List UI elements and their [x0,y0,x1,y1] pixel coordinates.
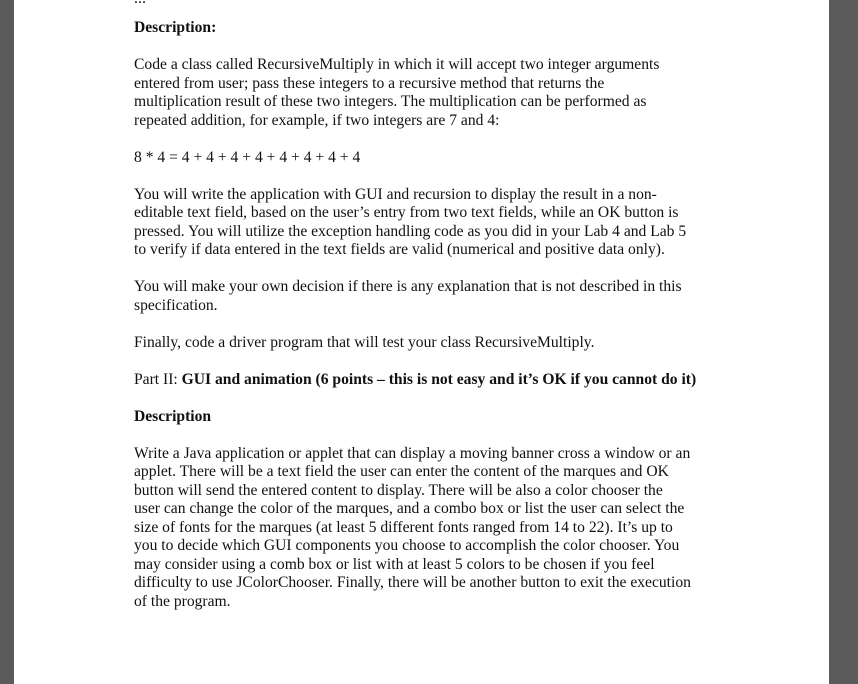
text-line: of the program. [134,592,231,610]
text-line: to verify if data entered in the text fields are valid (numerical and positive data only). [134,241,665,258]
document-page [14,0,829,684]
paragraph-driver-program: Finally, code a driver program that will test your class RecursiveMultiply. [134,333,595,351]
text-line: applet. There will be a text field the user can enter the content of the marques and OK [134,463,669,480]
text-line: you to decide which GUI components you choose to accomplish the color chooser. You [134,537,680,554]
text-line: editable text field, based on the user’s entry from two text fields, while an OK button is [134,204,679,221]
text-line: user can change the color of the marques, and a combo box or list the user can select the [134,500,685,517]
part2-title: GUI and animation (6 points – this is not easy and it’s OK if you cannot do it) [181,370,697,388]
paragraph-own-decision [134,278,734,315]
text-line: may consider using a comb box or list with at least 5 colors to be chosen if you feel [134,555,655,573]
paragraph-moving-banner [134,445,734,612]
part2-heading [134,371,734,390]
formula-example: 8 * 4 = 4 + 4 + 4 + 4 + 4 + 4 + 4 + 4 [134,148,361,166]
cut-off-text-fragment [134,0,146,7]
paragraph-recursive-multiply [134,56,734,130]
description-heading: Description: [134,19,217,36]
paragraph-gui-recursion [134,186,734,260]
text-line: You will write the application with GUI and recursion to display the result in a non- [134,185,657,203]
text-line: pressed. You will utilize the exception handling code as you did in your Lab 4 and Lab 5 [134,222,687,240]
text-line: repeated addition, for example, if two integers are 7 and 4: [134,111,500,129]
text-line: Code a class called RecursiveMultiply in which it will accept two integer arguments [134,56,660,73]
text-line: Write a Java application or applet that can display a moving banner cross a window or an [134,444,691,462]
text-line: multiplication result of these two integers. The multiplication can be performed as [134,93,647,110]
document-content [134,19,734,611]
description2-heading: Description [134,407,212,425]
text-line: button will send the entered content to display. There will be also a color chooser the [134,481,663,499]
text-line: size of fonts for the marques (at least 5 different fonts ranged from 14 to 22). It’s up to [134,518,673,536]
text-line: You will make your own decision if there is any explanation that is not described in this [134,278,682,295]
text-line: entered from user; pass these integers to a recursive method that returns the [134,74,605,92]
part2-prefix: Part II: [134,370,182,388]
text-line: difficulty to use JColorChooser. Finally, there will be another button to exit the execution [134,574,691,591]
text-line: specification. [134,296,218,314]
